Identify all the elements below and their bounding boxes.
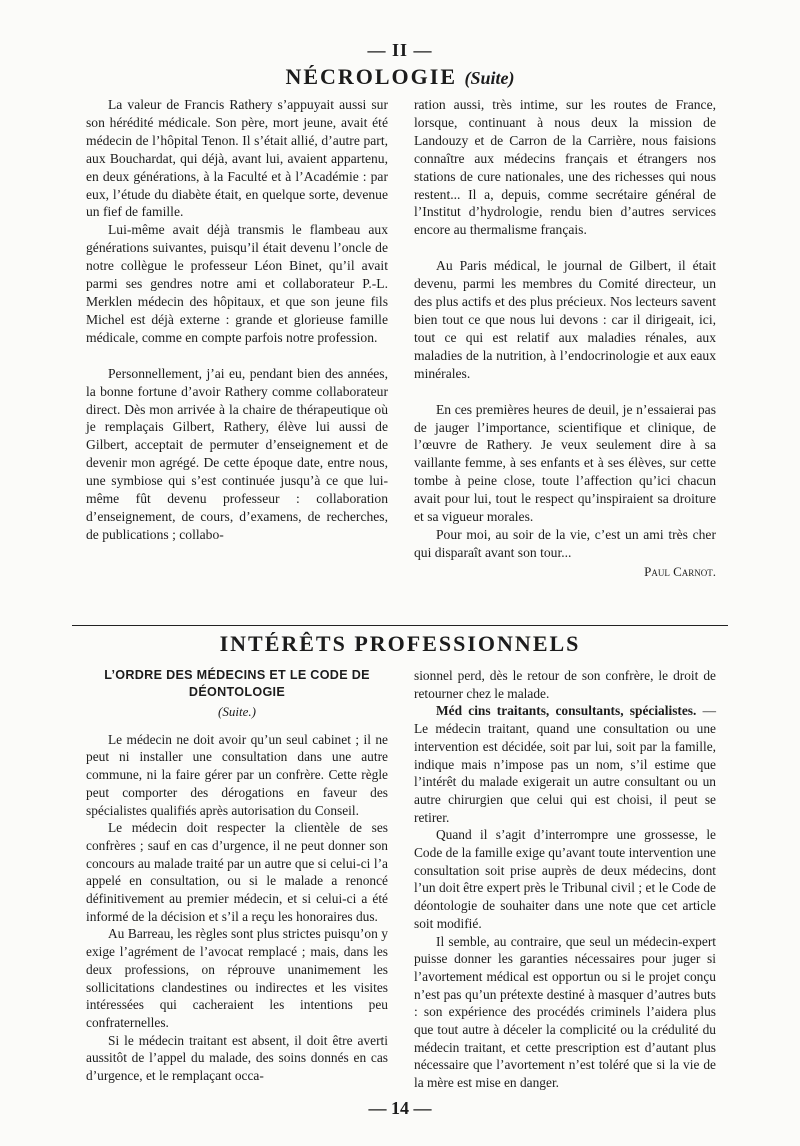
section-roman-number: — II — bbox=[367, 40, 433, 60]
paragraph: Pour moi, au soir de la vie, c’est un ami très cher qui disparaît avant son tour... bbox=[414, 526, 716, 560]
paragraph: Si le médecin traitant est absent, il doit être averti aussitôt de l’appel du malade, des soins donnés en cas d’urgence, et le remplaçant occa- bbox=[86, 1032, 388, 1084]
paragraph: Le médecin doit respecter la clientèle de ses confrères ; sauf en cas d’urgence, il ne peut donner son concours au malade traité par un autre que si celui-ci l’a appelé en consultation, ou si le malade a renoncé définitivement au premier médecin, et si celui-ci a été informé de la décision et s’il a reçu les honoraires dus. bbox=[86, 820, 388, 924]
article-suite: (Suite.) bbox=[218, 704, 256, 719]
paragraph: Le médecin ne doit avoir qu’un seul cabinet ; il ne peut ni installer une consultation dans une autre commune, ni la faire gérer par un confrère. Cette règle peut comporter des dérogations en faveur des spécialistes qualifiés après autorisation du Conseil. bbox=[86, 731, 388, 818]
interets-title: INTÉRÊTS PROFESSIONNELS bbox=[219, 631, 581, 656]
paragraph: En ces premières heures de deuil, je n’essaierai pas de jauger l’importance, scientifique et clinique, de l’œuvre de Rathery. Je veux seulement dire à sa vaillante femme, à ses enfants et à ses élèves, sur cette tombe à peine close, toute l’affection qu’ici chacun avait pour lui, tout le respect qu’inspiraient sa droiture et sa vigueur morales. bbox=[414, 401, 716, 525]
paragraph: Au Paris médical, le journal de Gilbert, il était devenu, parmi les membres du Comité directeur, un des plus actifs et des plus précieux. Nos lecteurs savent bien tout ce que nous lui devons : car il dirigeait, ici, tout ce qui est relatif aux maladies rénales, aux maladies de la nutrition, à l’endocrinologie et aux eaux minérales. bbox=[414, 258, 716, 381]
necrologie-title-text: NÉCROLOGIE bbox=[285, 64, 458, 89]
paragraph-body: — Le médecin traitant, quand une consultation ou une intervention est décidée, soit par lui, soit par la famille, indique mais n’impose pas un nom, s’il estime que l’intérêt du malade exigerait un autre consultant ou un autre chirurgien que celui qui est choisi, il peut se retirer. bbox=[414, 703, 716, 825]
necrologie-suite: (Suite) bbox=[464, 68, 515, 88]
section-divider bbox=[72, 625, 728, 626]
necrologie-title bbox=[0, 64, 800, 90]
paragraph: Au Barreau, les règles sont plus strictes puisqu’on y exige l’agrément de l’avocat remplacé ; mais, dans les deux professions, on réprouve unanimement les sollicitations clandestines ou indirectes et les visites intéressées qui cacheraient les intentions peu confraternelles. bbox=[86, 926, 388, 1030]
page-number: — 14 — bbox=[368, 1098, 432, 1118]
interets-column-right bbox=[414, 667, 716, 1092]
paragraph: La valeur de Francis Rathery s’appuyait aussi sur son hérédité médicale. Son père, mort jeune, avait été médecin de l’hôpital Tenon. Il s’était allié, d’autre part, aux Bouchardat, qui déjà, avant lui, avaient appartenu, en deux générations, à la Faculté et à l’Académie : par eux, l’étude du diabète était, en quelque sorte, devenue un fief de famille. bbox=[86, 97, 388, 220]
article-subhead: L’ORDRE DES MÉDECINS ET LE CODE DE DÉONTOLOGIE bbox=[104, 668, 370, 699]
paragraph: Quand il s’agit d’interrompre une grossesse, le Code de la famille exige qu’avant toute intervention une consultation soit prise auprès de deux médecins, dont l’un doit être expert près le Tribunal civil ; et le Code de déontologie de souhaiter dans une note que cet article soit modifié. bbox=[414, 827, 716, 931]
interets-column-left bbox=[86, 667, 388, 1085]
paragraph: ration aussi, très intime, sur les routes de France, lorsque, continuant à nous deux la mission de Landouzy et de Carron de la Carrière, nous faisions connaître aux médecins français et étrangers nos stations de cure nationales, une des richesses qui nous restent... Il a, depuis, comme secrétaire général de l’Institut d’hydrologie, rendu bien d’autres services encore au thermalisme français. bbox=[414, 97, 716, 238]
paragraph-bold-lead: Méd cins traitants, consultants, spécialistes. bbox=[436, 703, 697, 719]
author-signature: Paul Carnot. bbox=[644, 563, 716, 579]
paragraph: sionnel perd, dès le retour de son confrère, le droit de retourner chez le malade. bbox=[414, 668, 716, 701]
paragraph-specialistes bbox=[414, 702, 716, 826]
necrologie-column-right bbox=[414, 96, 716, 581]
paragraph: Il semble, au contraire, que seul un médecin-expert puisse donner les garanties nécessaires pour juger si l’avortement médical est opportun ou si le projet conçu n’est pas qu’un prétexte destiné à masquer d’autres buts : son expérience des procédés criminels l’aidera plus que tout autre à déceler la complicité ou la crédulité du médecin traitant, et cette prescription est d’autant plus nécessaire que l’avortement n’est toléré que si la vie de la mère est mise en danger. bbox=[414, 933, 716, 1091]
paragraph: Lui-même avait déjà transmis le flambeau aux générations suivantes, puisqu’il était devenu l’oncle de notre collègue le professeur Léon Binet, qu’il avait parmi ses gendres notre ami et collaborateur P.-L. Merklen médecin des hôpitaux, et que son jeune fils Michel est déjà externe : grande et glorieuse famille médicale, comme en compte parfois notre profession. bbox=[86, 222, 388, 345]
paragraph: Personnellement, j’ai eu, pendant bien des années, la bonne fortune d’avoir Rathery comme collaborateur direct. Dès mon arrivée à la chaire de thérapeutique où je remplaçais Gilbert, Rathery, élève lui aussi de Gilbert, acceptait de permuter d’enseignement et de devenir mon agrégé. De cette époque date, entre nous, une symbiose qui s’est continuée jusqu’à ce que lui-même fût devenu professeur : collaboration d’enseignement, de cours, d’examens, de recherches, de publications ; collabo- bbox=[86, 365, 388, 542]
necrologie-column-left bbox=[86, 96, 388, 544]
